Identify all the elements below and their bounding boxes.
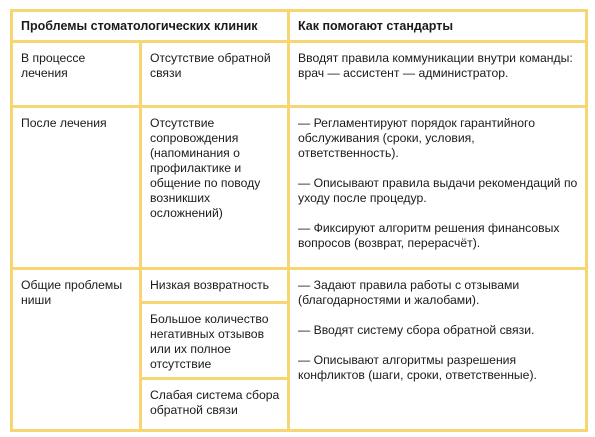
solution-text: — Описывают алгоритмы разрешения конфликтов (шаги, сроки, ответственные). (298, 353, 537, 382)
problem-cell: Низкая возвратность (141, 269, 289, 303)
header-row (12, 11, 587, 42)
solution-text: — Регламентируют порядок гарантийного обслуживания (сроки, условия, ответственность). (298, 116, 536, 160)
standards-table (10, 9, 588, 432)
stage-cell: После лечения (12, 107, 141, 269)
problem-cell: Слабая система сбора обратной связи (141, 379, 289, 431)
table-row (12, 269, 587, 303)
solution-cell (289, 42, 587, 107)
table-row (12, 107, 587, 269)
solution-cell (289, 107, 587, 269)
problem-cell: Отсутствие сопровождения (напоминания о профилактике и общение по поводу возникших осложнений) (141, 107, 289, 269)
solution-text: — Задают правила работы с отзывами (благодарностями и жалобами). (298, 278, 520, 307)
problem-cell: Большое количество негативных отзывов или их полное отсутствие (141, 303, 289, 379)
solution-text: — Описывают правила выдачи рекомендаций по уходу после процедур. (298, 176, 578, 205)
problem-cell: Отсутствие обратной связи (141, 42, 289, 107)
solution-cell (289, 269, 587, 431)
solution-text: Вводят правила коммуникации внутри команды: врач — ассистент — администратор. (298, 51, 573, 80)
stage-cell: Общие проблемы ниши (12, 269, 141, 431)
table-row (12, 42, 587, 107)
header-solutions: Как помогают стандарты (289, 11, 587, 42)
stage-cell: В процессе лечения (12, 42, 141, 107)
header-problems: Проблемы стоматологических клиник (12, 11, 289, 42)
solution-text: — Фиксируют алгоритм решения финансовых вопросов (возврат, перерасчёт). (298, 221, 560, 250)
solution-text: — Вводят систему сбора обратной связи. (298, 323, 535, 337)
